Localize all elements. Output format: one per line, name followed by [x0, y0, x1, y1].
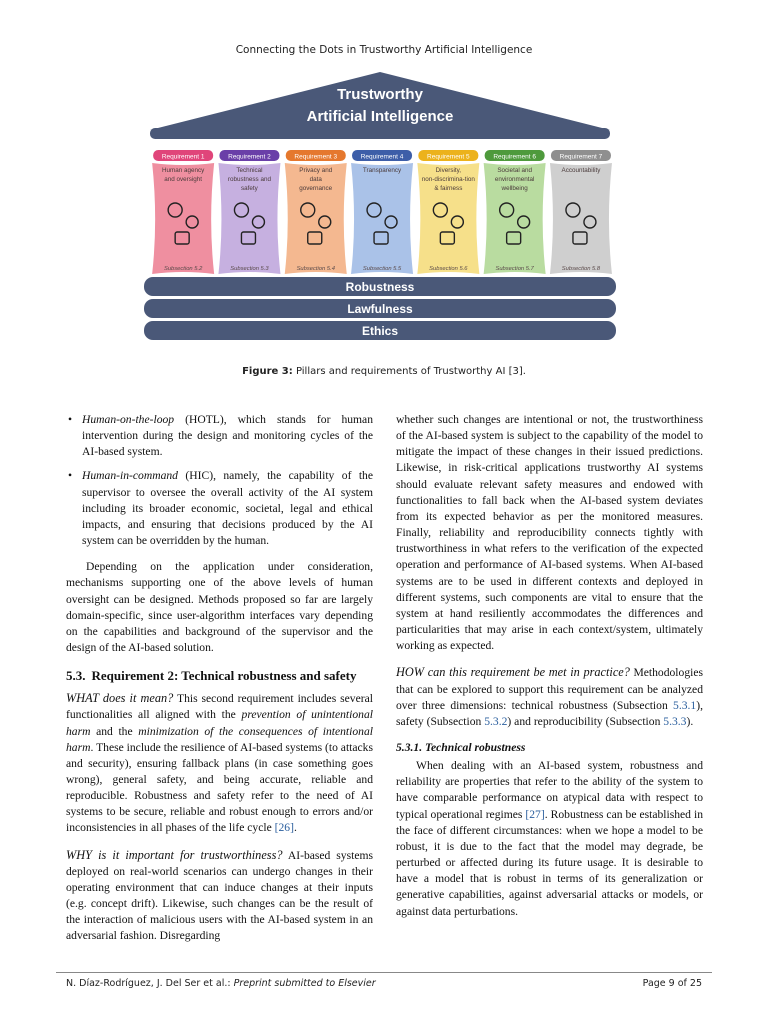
req-badge-label-1: Requirement 1	[161, 153, 205, 161]
subsection-link[interactable]: 5.3.1	[673, 698, 697, 712]
req-name-6: wellbeing	[501, 185, 528, 192]
req-name-2: safety	[241, 185, 258, 192]
paragraph-why	[66, 847, 373, 945]
req-name-1: Human agency	[161, 167, 205, 174]
req-name-3: governance	[299, 185, 333, 192]
list-item	[66, 468, 373, 549]
lead-how: HOW can this requirement be met in practice?	[396, 665, 630, 680]
req-name-1: and oversight	[164, 176, 203, 183]
requirement-pillars	[152, 150, 612, 274]
req-name-7: Accountability	[561, 167, 601, 174]
text-run: This second requirement includes several functionalities all aligned with the	[66, 692, 373, 722]
req-subsection-4: Subsection 5.5	[362, 266, 402, 272]
req-subsection-7: Subsection 5.8	[561, 266, 601, 272]
trustworthy-ai-figure	[140, 72, 620, 344]
figure-svg	[140, 72, 620, 344]
right-column	[396, 412, 703, 920]
text-run: When dealing with an AI-based system, robustness and reliability are properties that refer to the ability of the system to have comparable performance on atypical data with respect to typical operational regimes	[396, 759, 703, 821]
req-name-3: Privacy and	[299, 167, 333, 174]
footer-authors-text: N. Díaz-Rodríguez, J. Del Ser et al.:	[66, 978, 231, 989]
req-badge-label-6: Requirement 6	[493, 153, 536, 161]
caption-text: Pillars and requirements of Trustworthy AI [3].	[295, 366, 526, 377]
text-run: AI-based systems deployed on real-world scenarios can undergo changes in their operating environment that can induce changes at their inputs (e.g. concept drift). Likewise, such changes can be the result of the interaction of malicious users with the AI-based system in an adversarial fashion. Disregarding	[66, 848, 374, 943]
req-subsection-1: Subsection 5.2	[163, 266, 203, 272]
left-column	[66, 412, 373, 945]
text-run: ), safety (Subsection	[396, 698, 703, 728]
text-run: . Robustness can be established in the face of different circumstances: when we hope a model to be robust, it is due to the fact that the model may degrade, be perturbed or affected during its future usage. It is desirable to have a model that is robust in terms of its generalization or generative capabilities, against adversarial attacks or models, or against data perturbations.	[396, 807, 703, 918]
caption-label: Figure 3:	[242, 366, 293, 377]
figure-title-line2: Artificial Intelligence	[306, 108, 454, 125]
req-name-6: environmental	[494, 176, 535, 183]
page-number: Page 9 of 25	[642, 978, 702, 989]
citation-link[interactable]: [27]	[525, 807, 545, 821]
req-subsection-6: Subsection 5.7	[495, 266, 534, 272]
req-subsection-5: Subsection 5.6	[429, 266, 468, 272]
section-heading	[66, 668, 373, 684]
pillar-req-7	[550, 163, 612, 274]
bullet-text: (HIC), namely, the capability of the supervisor to oversee the overall activity of the AI system including its broader economic, societal, legal and ethical impacts, and ensuring that decisions produced by the AI system can be overridden by the human.	[82, 469, 374, 548]
req-badge-label-4: Requirement 4	[360, 153, 404, 161]
text-run: ) and reproducibility (Subsection	[507, 714, 661, 728]
text-run: Methodologies that can be explored to support this requirement can be analyzed over three dimensions: technical robustness (Subsection	[396, 666, 703, 712]
running-head: Connecting the Dots in Trustworthy Artificial Intelligence	[235, 44, 533, 56]
pillar-label-robustness: Robustness	[345, 280, 415, 294]
lead-why: WHY is it important for trustworthiness?	[66, 847, 283, 862]
req-subsection-3: Subsection 5.4	[296, 266, 335, 272]
term-hotl: Human-on-the-loop	[82, 413, 175, 426]
list-item	[66, 412, 373, 460]
paragraph: Depending on the application under consideration, mechanisms supporting one of the above levels of human oversight can be designed. Methods proposed so far are largely domain-specific, since user-algorithm interfaces vary depending on the capabilities and background of the supervisor and the design of the AI-based solution.	[66, 560, 373, 655]
req-name-5: non-discrimina-tion	[421, 176, 475, 183]
req-name-5: & fairness	[434, 185, 463, 192]
pillar-label-ethics: Ethics	[361, 324, 399, 338]
req-name-4: Transparency	[362, 167, 402, 174]
pillar-label-lawfulness: Lawfulness	[347, 302, 413, 316]
text-run: . These include the resilience of AI-based systems (to attacks and security), ensuring fallback plans (in case something goes wrong), general safety, and being accurate, reliable and reproducible. Robustness and safety refer to the need of AI systems to be secure, reliable and robust enough to errors and/or inconsistencies in all phases of the life cycle	[66, 740, 373, 835]
emphasis: minimization of the consequences of intentional harm	[66, 724, 373, 754]
paragraph: whether such changes are intentional or not, the trustworthiness of the AI-based system is subject to the capability of the model to mitigate the impact of these changes in their issued predictions. Likewise, in risk-critical applications trustworthy AI systems should evaluate relevant safety measures and endowed with functionalities to fall back when the AI-based system deviates from its expected behavior as per the monitored measures. Finally, reliability and reproducibility connects tightly with trustworthiness in what refers to the verification of the expected operation and performance of AI-based systems. When AI-based systems are to be used in different contexts and deployed in different systems, such components are vital to ensure that the system at hand resiliently accommodates the differences and particularities that may arise in each context/system, ultimately working as expected.	[396, 413, 703, 653]
pillar-req-4	[351, 163, 413, 274]
section-title: Requirement 2: Technical robustness and safety	[91, 668, 357, 684]
subsection-link[interactable]: 5.3.2	[484, 714, 508, 728]
subsection-heading: 5.3.1. Technical robustness	[396, 740, 526, 754]
bullet-text: (HOTL), which stands for human intervention during the design and monitoring cycles of the AI-based system.	[82, 413, 373, 459]
text-run: ).	[686, 714, 694, 728]
footer-divider	[56, 972, 712, 973]
paragraph-robustness	[396, 758, 703, 920]
req-badge-label-7: Requirement 7	[559, 153, 603, 161]
oversight-list	[66, 412, 373, 549]
paragraph-how	[396, 664, 703, 730]
text-run: and the	[96, 724, 133, 738]
footer-venue: Preprint submitted to Elsevier	[233, 978, 376, 989]
req-name-6: Societal and	[497, 167, 532, 174]
footer-authors	[66, 978, 376, 989]
req-badge-label-3: Requirement 3	[294, 153, 338, 161]
req-name-2: Technical	[236, 167, 263, 174]
req-badge-label-5: Requirement 5	[427, 153, 470, 161]
term-hic: Human-in-command	[82, 469, 178, 483]
paragraph-what	[66, 690, 373, 836]
citation-link[interactable]: [26]	[274, 821, 294, 835]
section-number: 5.3.	[66, 668, 86, 684]
req-badge-label-2: Requirement 2	[228, 153, 271, 161]
req-name-5: Diversity,	[435, 167, 462, 174]
figure-caption	[0, 366, 768, 377]
figure-title-line1: Trustworthy	[337, 86, 423, 103]
lead-what: WHAT does it mean?	[66, 691, 174, 706]
subsection-link[interactable]: 5.3.3	[663, 714, 687, 728]
emphasis: prevention of unintentional harm	[66, 708, 373, 738]
req-name-3: data	[309, 176, 322, 183]
roof-beam	[150, 128, 610, 139]
req-subsection-2: Subsection 5.3	[230, 266, 269, 272]
text-run: .	[293, 821, 297, 835]
req-name-2: robustness and	[227, 176, 271, 183]
